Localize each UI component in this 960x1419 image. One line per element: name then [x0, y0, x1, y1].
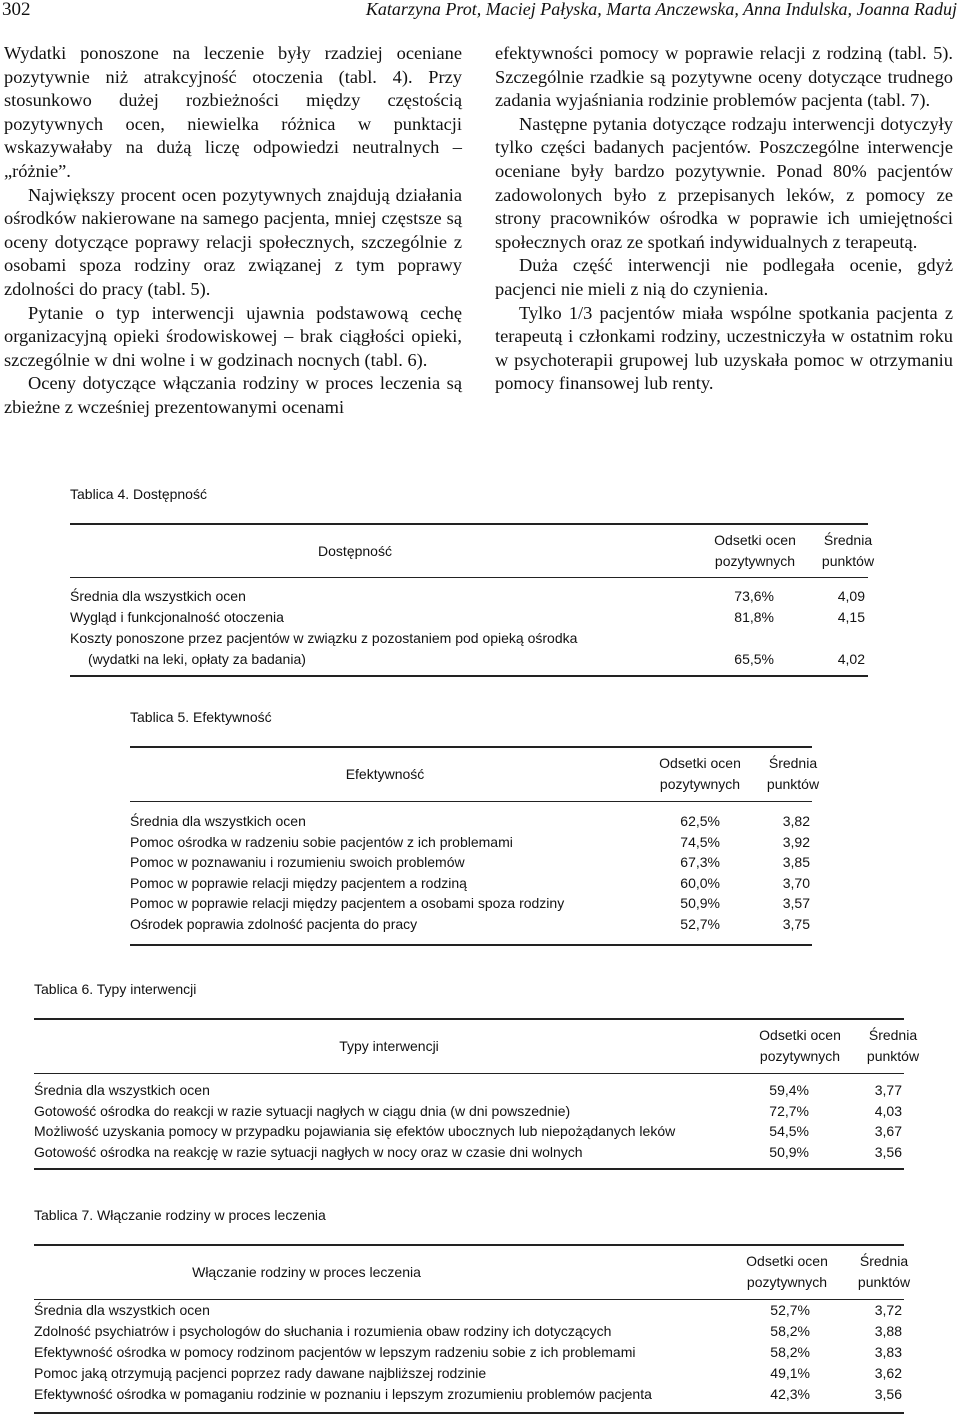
row-average: 3,85 [782, 854, 810, 870]
table-rule [34, 1073, 904, 1074]
row-average: 4,15 [837, 609, 865, 625]
paragraph: Największy procent ocen pozytywnych znajdują działania ośrodków nakierowane na samego pacjenta, mniej częstsze są oceny dotyczące poprawy relacji społecznych, szczególnie z osobami spoza rodziny oraz związanej z tym poprawy zdolności do pracy (tabl. 5). [4, 184, 462, 299]
row-label: Średnia dla wszystkich ocen [70, 588, 246, 604]
row-percent: 52,7% [770, 1302, 810, 1318]
row-label: Gotowość ośrodka do reakcji w razie sytuacji nagłych w ciągu dnia (w dni powszednie) [34, 1103, 571, 1119]
row-percent: 62,5% [680, 813, 720, 829]
row-label: Pomoc ośrodka w radzeniu sobie pacjentów z ich problemami [130, 834, 513, 850]
row-label: Średnia dla wszystkich ocen [130, 813, 306, 829]
row-average: 3,92 [782, 834, 810, 850]
table-row [34, 1080, 904, 1101]
table-caption: Tablica 6. Typy interwencji [34, 981, 197, 997]
table-row [34, 1384, 904, 1405]
table-row [34, 1142, 904, 1163]
paragraph: Wydatki ponoszone na leczenie były rzadziej oceniane pozytywnie niż atrakcyjność otoczenia (tabl. 4). Przy stosunkowo dużej rozbieżności między częstością pozytywnych ocen, niewielka różnica w punktacji wskazywałaby na dużą liczę odpowiedzi neutralnych – „różnie”. [4, 43, 462, 181]
table-5 [130, 709, 830, 949]
row-percent: 74,5% [680, 834, 720, 850]
paragraph: efektywności pomocy w poprawie relacji z rodziną (tabl. 5). Szczególnie rzadkie są pozytywne oceny dotyczące trudnego zadania wyjaśniania rodzinie problemów pacjenta (tabl. 7). [495, 43, 953, 111]
table-caption: Tablica 7. Włączanie rodziny w proces leczenia [34, 1207, 326, 1223]
row-percent: 59,4% [769, 1082, 809, 1098]
header-line: Średnia [823, 532, 873, 548]
table-row [130, 811, 812, 832]
column-header-percent [635, 753, 765, 795]
row-average: 3,82 [782, 813, 810, 829]
row-average: 3,77 [874, 1082, 902, 1098]
table-row [70, 649, 868, 670]
row-percent: 73,6% [734, 588, 774, 604]
table-row [130, 914, 812, 935]
header-line: Średnia [868, 1027, 918, 1043]
row-average: 3,56 [874, 1386, 902, 1402]
header-line: pozytywnych [759, 1048, 841, 1064]
column-header-average [808, 530, 888, 572]
row-average: 3,62 [874, 1365, 902, 1381]
row-label: (wydatki na leki, opłaty za badania) [88, 651, 306, 667]
table-6 [34, 981, 934, 1171]
row-percent: 42,3% [770, 1386, 810, 1402]
table-rule [34, 1168, 904, 1170]
header-line: punktów [821, 553, 875, 569]
paragraph: Tylko 1/3 pacjentów miała wspólne spotkania pacjenta z terapeutą i członkami rodziny, uczestniczyła w ostatnim roku w psychoterapii grupowej lub uzyskała pomoc w otrzymaniu pomocy finansowej lub renty. [495, 302, 953, 394]
column-header-label: Włączanie rodziny w proces leczenia [192, 1264, 421, 1280]
row-average: 3,70 [782, 875, 810, 891]
table-row [34, 1321, 904, 1342]
table-row [34, 1342, 904, 1363]
row-label: Wygląd i funkcjonalność otoczenia [70, 609, 284, 625]
table-row [130, 873, 812, 894]
header-line: punktów [766, 776, 820, 792]
table-row [70, 586, 868, 607]
page-number: 302 [2, 0, 31, 20]
table-rule [70, 523, 868, 525]
column-header-label: Typy interwencji [339, 1038, 439, 1054]
column-header-average [844, 1251, 924, 1293]
header-line: Odsetki ocen [659, 755, 741, 771]
table-rule [70, 577, 868, 578]
row-label: Pomoc w poprawie relacji między pacjentem a rodziną [130, 875, 467, 891]
row-percent: 50,9% [769, 1144, 809, 1160]
row-average: 3,75 [782, 916, 810, 932]
row-percent: 58,2% [770, 1344, 810, 1360]
table-row [34, 1300, 904, 1321]
table-rule [34, 1244, 904, 1246]
row-label: Zdolność psychiatrów i psychologów do słuchania i rozumienia obaw rodziny ich dotyczących [34, 1323, 612, 1339]
table-caption: Tablica 4. Dostępność [70, 486, 207, 502]
row-average: 3,67 [874, 1123, 902, 1139]
row-label: Ośrodek poprawia zdolność pacjenta do pracy [130, 916, 418, 932]
row-average: 4,02 [837, 651, 865, 667]
header-line: pozytywnych [659, 776, 741, 792]
row-percent: 60,0% [680, 875, 720, 891]
row-label: Pomoc w poznawaniu i rozumieniu swoich problemów [130, 854, 465, 870]
page-header [0, 0, 960, 26]
row-label: Efektywność ośrodka w pomocy rodzinom pacjentów w lepszym radzeniu sobie z ich problemami [34, 1344, 636, 1360]
row-label: Gotowość ośrodka na reakcję w razie sytuacji nagłych w nocy oraz w czasie dni wolnych [34, 1144, 583, 1160]
table-rule [70, 675, 868, 677]
header-line: Odsetki ocen [746, 1253, 828, 1269]
row-percent: 54,5% [769, 1123, 809, 1139]
column-header-percent [690, 530, 820, 572]
column-header-label: Dostępność [318, 543, 392, 559]
row-average: 4,09 [837, 588, 865, 604]
column-header-average [853, 1025, 933, 1067]
header-line: punktów [857, 1274, 911, 1290]
row-average: 3,57 [782, 895, 810, 911]
table-rule [130, 944, 812, 946]
row-percent: 49,1% [770, 1365, 810, 1381]
table-rule [130, 801, 812, 802]
row-percent: 65,5% [734, 651, 774, 667]
paragraph: Oceny dotyczące włączania rodziny w proces leczenia są zbieżne z wcześniej prezentowanymi ocenami [4, 373, 462, 417]
row-average: 3,72 [874, 1302, 902, 1318]
header-line: Odsetki ocen [714, 532, 796, 548]
row-label: Średnia dla wszystkich ocen [34, 1082, 210, 1098]
table-row [34, 1121, 904, 1142]
table-4 [70, 486, 875, 676]
table-row [70, 607, 868, 628]
table-row [130, 832, 812, 853]
table-row [34, 1101, 904, 1122]
column-header-average [753, 753, 833, 795]
header-line: Odsetki ocen [759, 1027, 841, 1043]
running-head: Katarzyna Prot, Maciej Pałyska, Marta Anczewska, Anna Indulska, Joanna Raduj [365, 0, 957, 19]
row-label: Średnia dla wszystkich ocen [34, 1302, 210, 1318]
row-average: 3,83 [874, 1344, 902, 1360]
row-percent: 81,8% [734, 609, 774, 625]
table-row [70, 628, 868, 649]
row-percent: 58,2% [770, 1323, 810, 1339]
header-line: pozytywnych [746, 1274, 828, 1290]
row-percent: 72,7% [769, 1103, 809, 1119]
column-header-percent [735, 1025, 865, 1067]
row-average: 4,03 [874, 1103, 902, 1119]
row-label: Możliwość uzyskania pomocy w przypadku pojawiania się efektów ubocznych lub niepożądanych leków [34, 1123, 676, 1139]
header-line: punktów [866, 1048, 920, 1064]
header-line: pozytywnych [714, 553, 796, 569]
paragraph: Duża część interwencji nie podlegała ocenie, gdyż pacjenci nie mieli z nią do czynienia. [495, 255, 953, 299]
row-percent: 52,7% [680, 916, 720, 932]
paragraph: Pytanie o typ interwencji ujawnia podstawową cechę organizacyjną opieki środowiskowej – brak ciągłości opieki, szczególnie w dni wolne i w godzinach nocnych (tabl. 6). [4, 302, 462, 370]
column-header-label: Efektywność [345, 766, 425, 782]
table-row [130, 852, 812, 873]
row-percent: 67,3% [680, 854, 720, 870]
row-label: Efektywność ośrodka w pomaganiu rodzinie w poznaniu i lepszym zrozumieniu problemów pacjenta [34, 1386, 652, 1402]
table-row [34, 1363, 904, 1384]
header-line: Średnia [859, 1253, 909, 1269]
text-column-right [495, 42, 953, 396]
row-average: 3,56 [874, 1144, 902, 1160]
row-label: Koszty ponoszone przez pacjentów w związku z pozostaniem pod opieką ośrodka [70, 630, 578, 646]
row-average: 3,88 [874, 1323, 902, 1339]
text-column-left [4, 42, 462, 420]
row-label: Pomoc jaką otrzymują pacjenci poprzez rady dawane najbliższej rodzinie [34, 1365, 487, 1381]
table-7 [34, 1207, 934, 1419]
row-percent: 50,9% [680, 895, 720, 911]
table-rule [34, 1412, 904, 1414]
header-line: Średnia [768, 755, 818, 771]
column-header-percent [722, 1251, 852, 1293]
table-rule [34, 1018, 904, 1020]
table-rule [130, 746, 812, 748]
table-row [130, 893, 812, 914]
row-label: Pomoc w poprawie relacji między pacjentem a osobami spoza rodziny [130, 895, 565, 911]
paragraph: Następne pytania dotyczące rodzaju interwencji dotyczyły tylko części badanych pacjentów. Poszczególne interwencje oceniane były bardzo pozytywnie. Ponad 80% pacjentów zadowolonych było z przepisanych leków, z pomocy ze strony pracowników ośrodka w poprawie ich umiejętności społecznych oraz ze spotkań indywidualnych z terapeutą. [495, 113, 953, 252]
table-caption: Tablica 5. Efektywność [130, 709, 272, 725]
